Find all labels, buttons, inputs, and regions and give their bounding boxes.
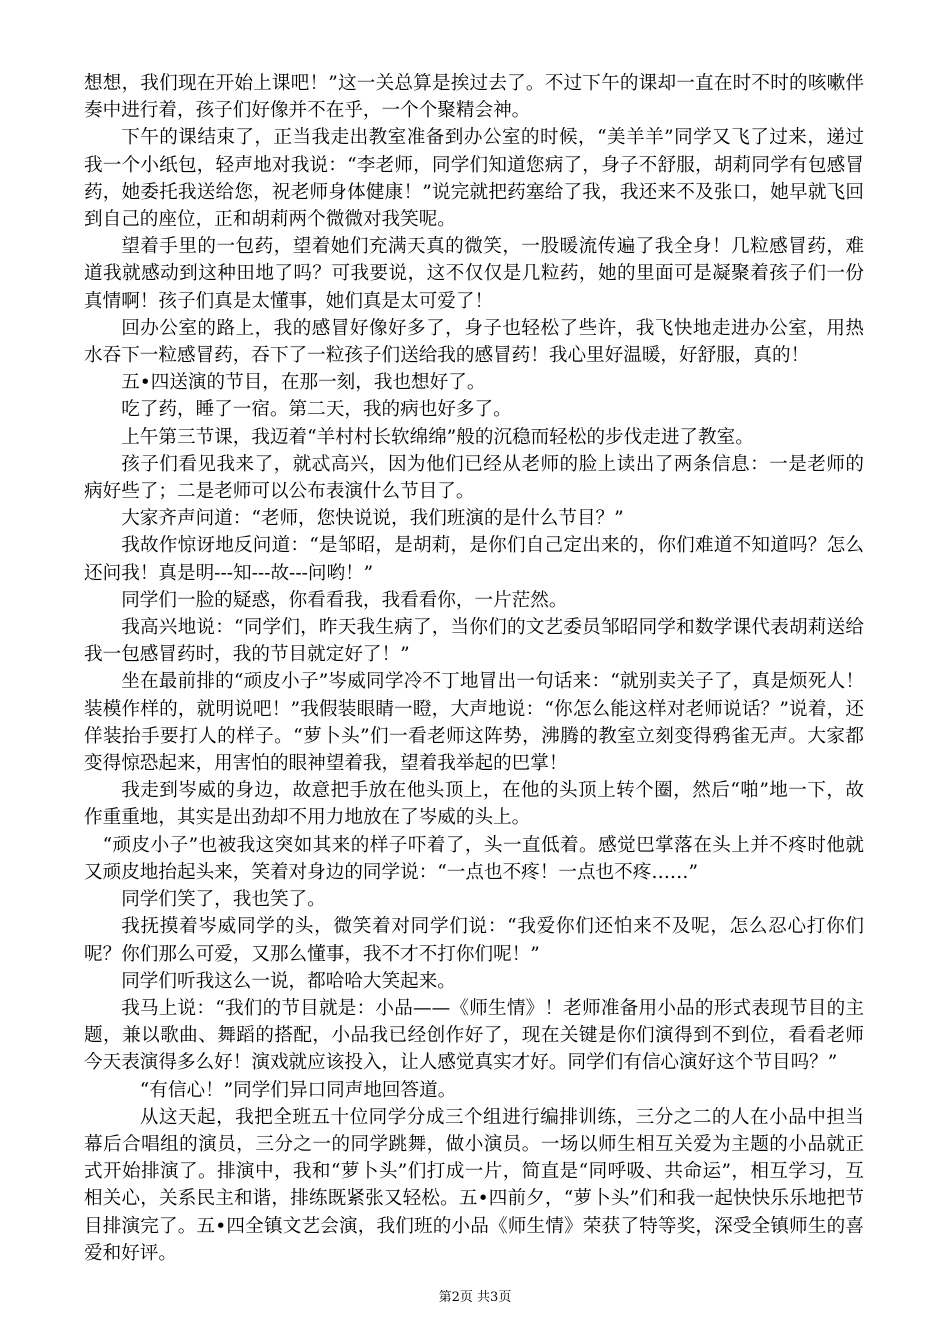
paragraph-1: 想想，我们现在开始上课吧！”这一关总算是挨过去了。不过下午的课却一直在时不时的咳嗽伴奏中进行着，孩子们好像并不在乎，一个个聚精会神。 [84,73,864,122]
paragraph-16: 同学们笑了，我也笑了。 [121,889,326,911]
page-number-footer: 第2页 共3页 [438,1290,512,1305]
paragraph-10: 我故作惊讶地反问道：“是邹昭，是胡莉，是你们自己定出来的，你们难道不知道吗？怎么还问我！真是明---知---故---问哟！” [84,535,864,584]
paragraph-11: 同学们一脸的疑惑，你看看我，我看看你，一片茫然。 [121,589,568,611]
paragraph-9: 大家齐声问道：“老师，您快说说，我们班演的是什么节目？” [121,508,624,530]
paragraph-6: 吃了药，睡了一宿。第二天，我的病也好多了。 [121,399,512,421]
paragraph-20: “有信心！”同学们异口同声地回答道。 [139,1079,457,1101]
paragraph-17: 我抚摸着岑威同学的头，微笑着对同学们说：“我爱你们还怕来不及呢，怎么忍心打你们呢？你们那么可爱，又那么懂事，我不才不打你们呢！” [84,916,864,965]
paragraph-14: 我走到岑威的身边，故意把手放在他头顶上，在他的头顶上转个圈，然后“啪”地一下，故作重重地，其实是出劲却不用力地放在了岑威的头上。 [84,780,864,829]
document-body [84,70,864,1267]
paragraph-15: “顽皮小子”也被我这突如其来的样子吓着了，头一直低着。感觉巴掌落在头上并不疼时他就又顽皮地抬起头来，笑着对身边的同学说：“一点也不疼！一点也不疼……” [84,834,864,883]
paragraph-19: 我马上说：“我们的节目就是：小品——《师生情》！老师准备用小品的形式表现节目的主题，兼以歌曲、舞蹈的搭配，小品我已经创作好了，现在关键是你们演得到不到位，看看老师今天表演得多么好！演戏就应该投入，让人感觉真实才好。同学们有信心演好这个节目吗？” [84,997,864,1074]
paragraph-13: 坐在最前排的“顽皮小子”岑威同学冷不丁地冒出一句话来：“就别卖关子了，真是烦死人！装模作样的，就明说吧！”我假装眼睛一瞪，大声地说：“你怎么能这样对老师说话？”说着，还佯装抬手要打人的样子。“萝卜头”们一看老师这阵势，沸腾的教室立刻变得鸦雀无声。大家都变得惊恐起来，用害怕的眼神望着我，望着我举起的巴掌！ [84,671,864,775]
paragraph-18: 同学们听我这么一说，都哈哈大笑起来。 [121,970,456,992]
paragraph-12: 我高兴地说：“同学们，昨天我生病了，当你们的文艺委员邹昭同学和数学课代表胡莉送给我一包感冒药时，我的节目就定好了！” [84,617,864,666]
paragraph-21: 从这天起，我把全班五十位同学分成三个组进行编排训练，三分之二的人在小品中担当幕后合唱组的演员，三分之一的同学跳舞，做小演员。一场以师生相互关爱为主题的小品就正式开始排演了。排演中，我和“萝卜头”们打成一片，简直是“同呼吸、共命运”，相互学习，互相关心，关系民主和谐，排练既紧张又轻松。五•四前夕，“萝卜头”们和我一起快快乐乐地把节目排演完了。五•四全镇文艺会演，我们班的小品《师生情》荣获了特等奖，深受全镇师生的喜爱和好评。 [84,1106,864,1264]
paragraph-2: 下午的课结束了，正当我走出教室准备到办公室的时候，“美羊羊”同学又飞了过来，递过我一个小纸包，轻声地对我说：“李老师，同学们知道您病了，身子不舒服，胡莉同学有包感冒药，她委托我送给您，祝老师身体健康！”说完就把药塞给了我，我还来不及张口，她早就飞回到自己的座位，正和胡莉两个微微对我笑呢。 [84,127,864,231]
paragraph-3: 望着手里的一包药，望着她们充满天真的微笑，一股暖流传遍了我全身！几粒感冒药，难道我就感动到这种田地了吗？可我要说，这不仅仅是几粒药，她的里面可是凝聚着孩子们一份真情啊！孩子们真是太懂事，她们真是太可爱了！ [84,236,864,312]
paragraph-8: 孩子们看见我来了，就忒高兴，因为他们已经从老师的脸上读出了两条信息：一是老师的病好些了；二是老师可以公布表演什么节目了。 [84,453,864,503]
paragraph-5: 五•四送演的节目，在那一刻，我也想好了。 [121,372,486,394]
paragraph-7: 上午第三节课，我迈着“羊村村长软绵绵”般的沉稳而轻松的步伐走进了教室。 [121,426,754,448]
paragraph-4: 回办公室的路上，我的感冒好像好多了，身子也轻松了些许，我飞快地走进办公室，用热水吞下一粒感冒药，吞下了一粒孩子们送给我的感冒药！我心里好温暖，好舒服，真的！ [84,317,864,367]
